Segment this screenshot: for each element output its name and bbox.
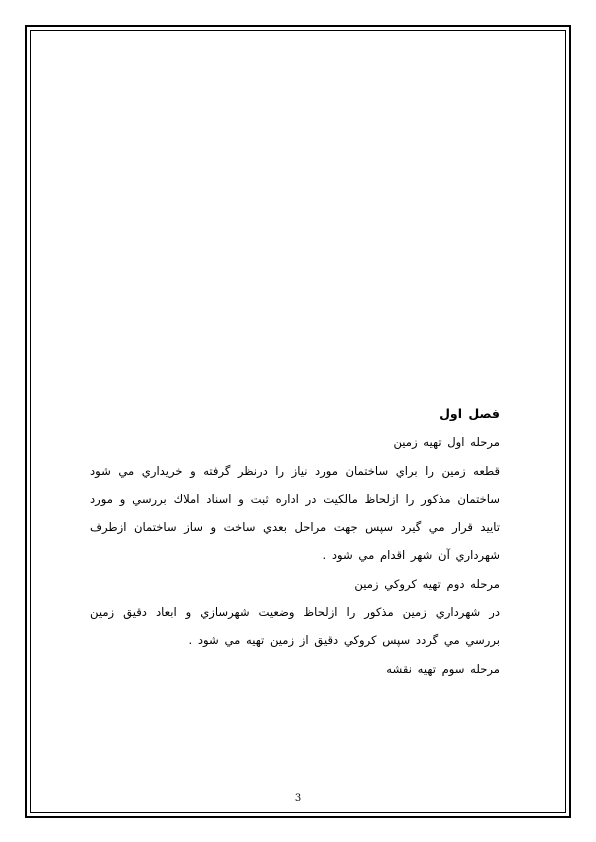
stage1-heading: مرحله اول تهيه زمين bbox=[393, 435, 500, 450]
chapter-title: فصل اول bbox=[439, 406, 500, 421]
paragraph-land-sketch: در شهرداري زمين مذكور را ازلحاظ وضعيت شهرسازي و ابعاد دقيق زمين بررسي مي گردد سپس كروكي دقيق از زمين تهيه مي شود . bbox=[90, 605, 500, 648]
stage3-heading: مرحله سوم تهيه نقشه bbox=[386, 661, 500, 676]
page-number: 3 bbox=[294, 793, 302, 804]
stage2-heading: مرحله دوم تهيه كروكي زمين bbox=[354, 576, 500, 591]
paragraph-land-purchase: قطعه زمين را براي ساختمان مورد نياز را درنظر گرفته و خريداري مي شود ساختمان مذكور را ازلحاظ مالكيت در اداره ثبت و اسناد املاك بررسي و مورد تاييد قرار مي گيرد سپس جهت مراحل بعدي ساخت و ساز ساختمان ازطرف شهرداري آن شهر اقدام مي شود . bbox=[90, 463, 500, 563]
document-body bbox=[90, 400, 500, 683]
